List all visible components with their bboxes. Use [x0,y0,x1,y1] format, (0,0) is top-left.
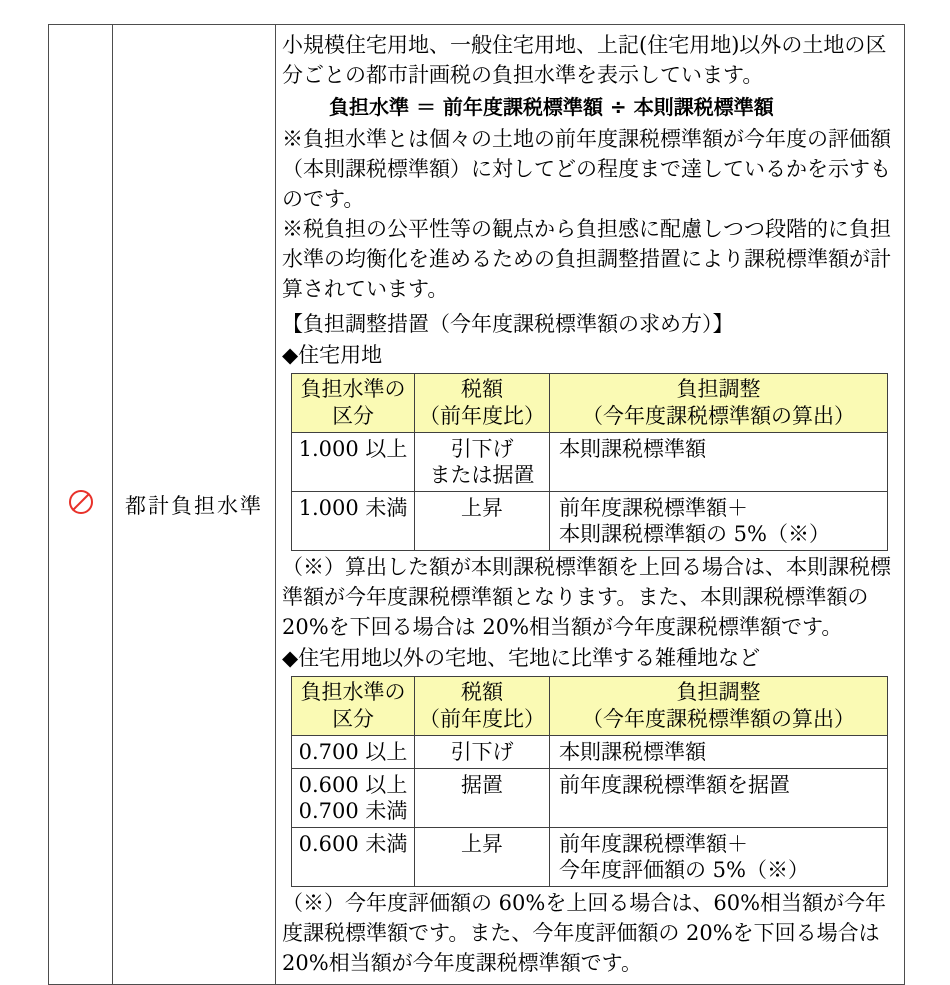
intro-paragraph: 小規模住宅用地、一般住宅用地、上記(住宅用地)以外の土地の区分ごとの都市計画税の負担水準を表示しています。 [282,33,887,87]
residential-land-table [291,373,888,551]
table-header-row [292,677,888,736]
table-row [49,25,905,985]
table-row [292,433,888,492]
cell-tax-amount: 引下げ [415,736,550,769]
burden-level-formula: 負担水準 ＝ 前年度課税標準額 ÷ 本則課税標準額 [329,95,774,119]
cell-burden-level: 0.600 未満 [292,828,415,887]
row-label-cell [113,25,276,985]
table-row [292,736,888,769]
section-title: 【負担調整措置（今年度課税標準額の求め方）】 [282,312,734,336]
table-row [292,769,888,828]
header-burden-adjustment: 負担調整 （今年度課税標準額の算出） [550,374,888,433]
tax-burden-level-row [48,24,905,985]
cell-burden-adjustment: 前年度課税標準額＋ 今年度評価額の 5%（※） [550,828,888,887]
cell-burden-level: 0.600 以上 0.700 未満 [292,769,415,828]
subsection-non-residential-heading: ◆住宅用地以外の宅地、宅地に比準する雑種地など [282,646,761,670]
cell-tax-amount: 上昇 [415,492,550,551]
header-burden-level: 負担水準の 区分 [292,374,415,433]
cell-burden-level: 1.000 以上 [292,433,415,492]
subsection-residential-heading: ◆住宅用地 [282,343,383,367]
table-row [292,828,888,887]
description-cell [276,25,905,985]
cell-burden-adjustment: 本則課税標準額 [550,433,888,492]
note-adjustment: ※税負担の公平性等の観点から負担感に配慮しつつ段階的に負担水準の均衡化を進めるための負担調整措置により課税標準額が計算されています。 [282,217,891,301]
cell-tax-amount: 上昇 [415,828,550,887]
header-burden-level: 負担水準の 区分 [292,677,415,736]
footnote-residential: （※）算出した額が本則課税標準額を上回る場合は、本則課税標準額が今年度課税標準額となります。また、本則課税標準額の 20%を下回る場合は 20%相当額が今年度課税標準額です。 [282,555,891,639]
cell-burden-level: 1.000 未満 [292,492,415,551]
marker-cell [49,25,113,985]
note-definition: ※負担水準とは個々の土地の前年度課税標準額が今年度の評価額（本則課税標準額）に対してどの程度まで達しているかを示すものです。 [282,127,891,211]
table-row [292,492,888,551]
header-burden-adjustment: 負担調整 （今年度課税標準額の算出） [550,677,888,736]
cell-burden-adjustment: 前年度課税標準額＋ 本則課税標準額の 5%（※） [550,492,888,551]
slash-stroke [71,493,89,511]
cell-tax-amount: 引下げ または据置 [415,433,550,492]
footnote-non-residential: （※）今年度評価額の 60%を上回る場合は、60%相当額が今年度課税標準額です。また、今年度評価額の 20%を下回る場合は 20%相当額が今年度課税標準額です。 [282,891,887,975]
prohibition-circle-slash-icon [69,490,93,514]
header-tax-amount: 税額 （前年度比） [415,374,550,433]
cell-burden-adjustment: 本則課税標準額 [550,736,888,769]
row-label: 都計負担水準 [125,493,263,518]
non-residential-land-table [291,676,888,887]
cell-tax-amount: 据置 [415,769,550,828]
cell-burden-level: 0.700 以上 [292,736,415,769]
table-header-row [292,374,888,433]
cell-burden-adjustment: 前年度課税標準額を据置 [550,769,888,828]
header-tax-amount: 税額 （前年度比） [415,677,550,736]
